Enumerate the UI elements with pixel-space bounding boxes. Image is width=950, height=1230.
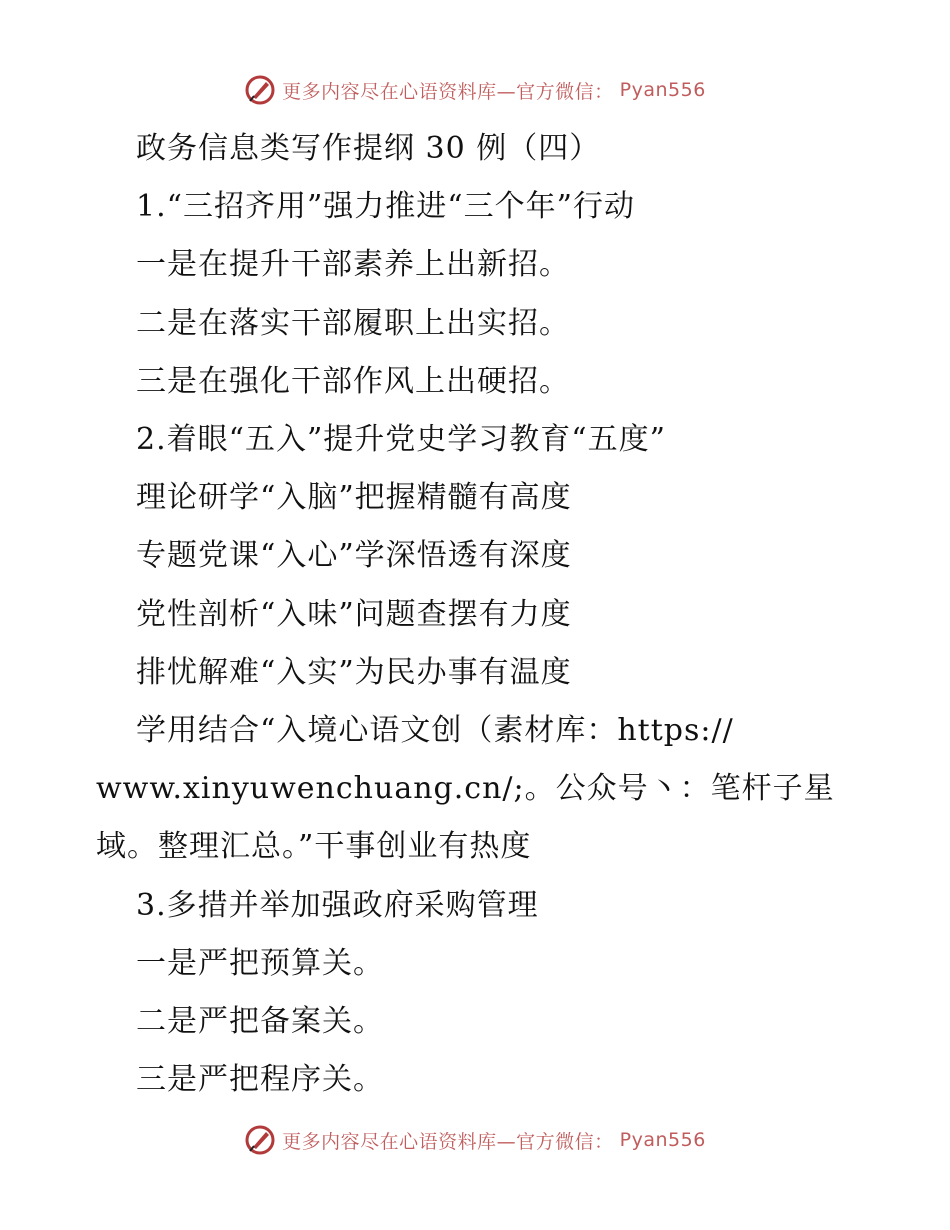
section-2-item-4: 排忧解难“入实”为民办事有温度	[136, 654, 572, 690]
red-quill-logo-icon	[244, 74, 276, 106]
section-3-item-1: 一是严把预算关。	[136, 945, 384, 981]
section-2-item-5-line-1: 学用结合“入境心语文创（素材库：https://	[136, 713, 734, 749]
watermark-inner	[244, 74, 706, 106]
section-2-item-2: 专题党课“入心”学深悟透有深度	[136, 538, 572, 574]
section-2-item-5-line-2: www.xinyuwenchuang.cn/;。公众号丶：笔杆子星	[96, 771, 835, 807]
section-2-heading: 2.着眼“五入”提升党史学习教育“五度”	[136, 422, 666, 458]
watermark-text: 更多内容尽在心语资料库—官方微信：	[282, 80, 614, 103]
section-1-item-2: 二是在落实干部履职上出实招。	[136, 305, 570, 341]
section-3-item-2: 二是严把备案关。	[136, 1004, 384, 1040]
section-1-item-1: 一是在提升干部素养上出新招。	[136, 247, 570, 283]
section-3-item-3: 三是严把程序关。	[136, 1062, 384, 1098]
footer-watermark	[0, 1120, 950, 1160]
section-2-item-5-line-3: 域。整理汇总。”干事创业有热度	[96, 829, 532, 865]
watermark-id: Pyan556	[619, 1129, 706, 1151]
header-watermark	[0, 70, 950, 110]
watermark-text: 更多内容尽在心语资料库—官方微信：	[282, 1130, 614, 1153]
document-title: 政务信息类写作提纲 30 例（四）	[136, 131, 601, 166]
watermark-id: Pyan556	[619, 79, 706, 101]
watermark-inner	[244, 1124, 706, 1156]
section-2-item-1: 理论研学“入脑”把握精髓有高度	[136, 480, 572, 516]
section-1-heading: 1.“三招齐用”强力推进“三个年”行动	[136, 189, 635, 225]
red-quill-logo-icon	[244, 1124, 276, 1156]
document-body	[96, 120, 835, 1109]
section-2-item-3: 党性剖析“入味”问题查摆有力度	[136, 596, 572, 632]
section-3-heading: 3.多措并举加强政府采购管理	[136, 887, 539, 923]
section-1-item-3: 三是在强化干部作风上出硬招。	[136, 363, 570, 399]
